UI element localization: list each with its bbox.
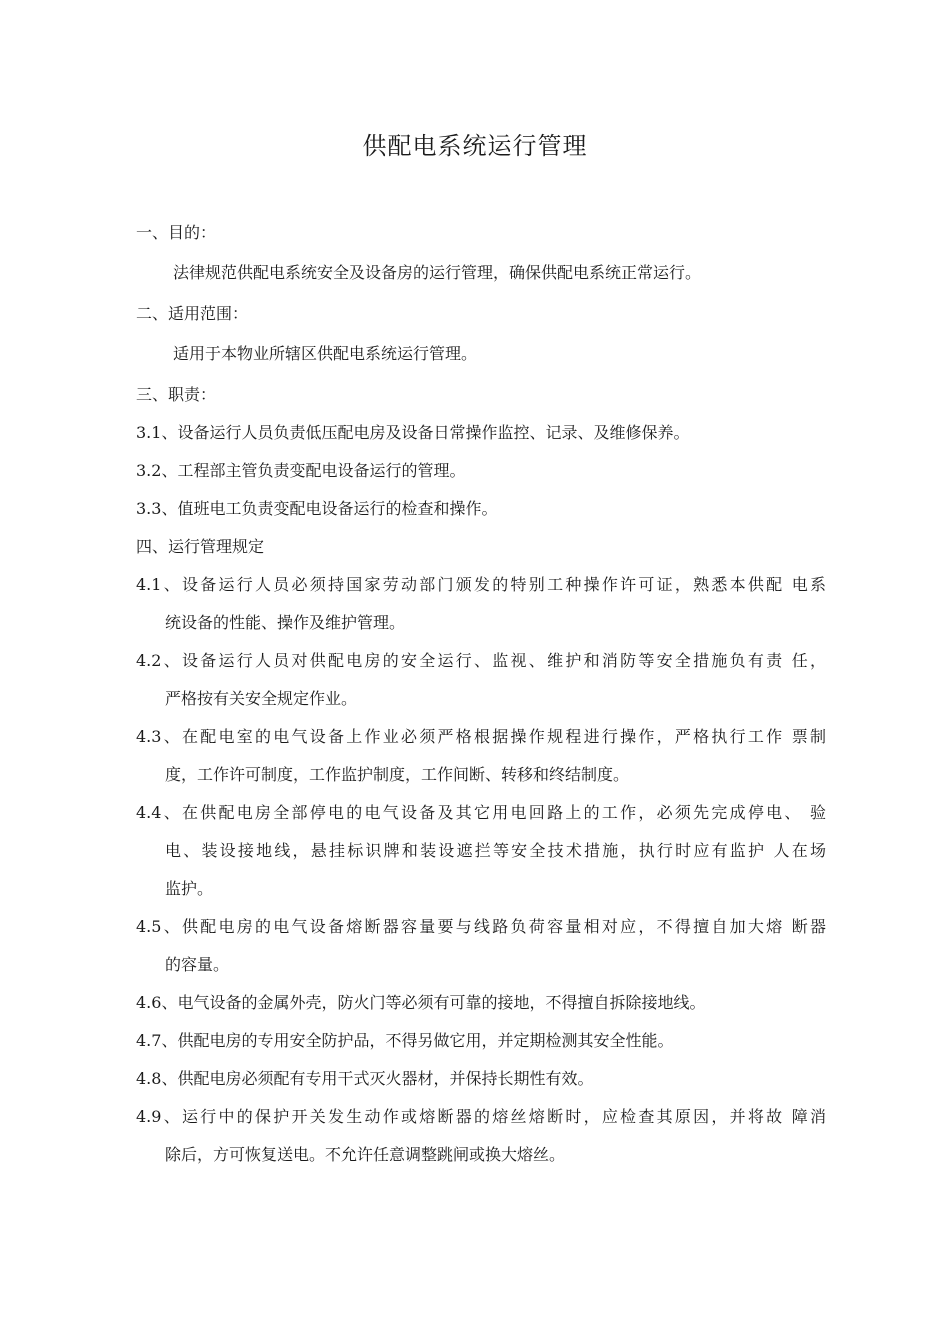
rule-item [136, 1022, 826, 1060]
scope-text: 适用于本物业所辖区供配电系统运行管理。 [173, 344, 478, 363]
rule-item-line: 监护。 [165, 879, 214, 898]
section-heading-duties: 三、职责： [136, 385, 217, 404]
purpose-text: 法律规范供配电系统安全及设备房的运行管理，确保供配电系统正常运行。 [173, 263, 702, 282]
rule-item-line: 除后，方可恢复送电。不允许任意调整跳闸或换大熔丝。 [165, 1145, 566, 1164]
rule-item-line: 4.8、供配电房必须配有专用干式灭火器材，并保持长期性有效。 [136, 1069, 594, 1088]
rule-item-line: 度，工作许可制度，工作监护制度，工作间断、转移和终结制度。 [165, 765, 630, 784]
rule-item-line: 4.4、在供配电房全部停电的电气设备及其它用电回路上的工作，必须先完成停电、 验 [136, 803, 826, 822]
duty-item: 3.3、值班电工负责变配电设备运行的检查和操作。 [136, 499, 498, 518]
rule-item-line: 电、装设接地线，悬挂标识牌和装设遮拦等安全技术措施，执行时应有监护 人在场 [165, 841, 826, 860]
rule-item [136, 1060, 826, 1098]
rule-item-line: 的容量。 [165, 955, 230, 974]
duty-item: 3.2、工程部主管负责变配电设备运行的管理。 [136, 461, 466, 480]
rule-item-line: 统设备的性能、操作及维护管理。 [165, 613, 406, 632]
document-title: 供配电系统运行管理 [362, 132, 588, 160]
section-heading-rules: 四、运行管理规定 [136, 537, 265, 556]
rule-item-line: 4.2、设备运行人员对供配电房的安全运行、监视、维护和消防等安全措施负有责 任， [136, 651, 826, 670]
rule-item-line: 严格按有关安全规定作业。 [165, 689, 358, 708]
rule-item-line: 4.7、供配电房的专用安全防护品，不得另做它用，并定期检测其安全性能。 [136, 1031, 674, 1050]
rule-item-line: 4.3、在配电室的电气设备上作业必须严格根据操作规程进行操作，严格执行工作 票制 [136, 727, 826, 746]
rule-item-line: 4.9、运行中的保护开关发生动作或熔断器的熔丝熔断时，应检查其原因，并将故 障消 [136, 1107, 826, 1126]
duty-item: 3.1、设备运行人员负责低压配电房及设备日常操作监控、记录、及维修保养。 [136, 423, 690, 442]
document-body [136, 214, 826, 1174]
rule-item [136, 794, 826, 908]
section-heading-scope: 二、适用范围： [136, 304, 249, 323]
rule-item-line: 4.5、供配电房的电气设备熔断器容量要与线路负荷容量相对应，不得擅自加大熔 断器 [136, 917, 826, 936]
rule-item [136, 908, 826, 984]
rule-item [136, 718, 826, 794]
section-heading-purpose: 一、目的： [136, 223, 217, 242]
rule-item [136, 566, 826, 642]
rule-item-line: 4.6、电气设备的金属外壳，防火门等必须有可靠的接地，不得擅自拆除接地线。 [136, 993, 706, 1012]
rule-item [136, 1098, 826, 1174]
rule-item-line: 4.1、设备运行人员必须持国家劳动部门颁发的特别工种操作许可证，熟悉本供配 电系 [136, 575, 826, 594]
rule-item [136, 984, 826, 1022]
rule-item [136, 642, 826, 718]
